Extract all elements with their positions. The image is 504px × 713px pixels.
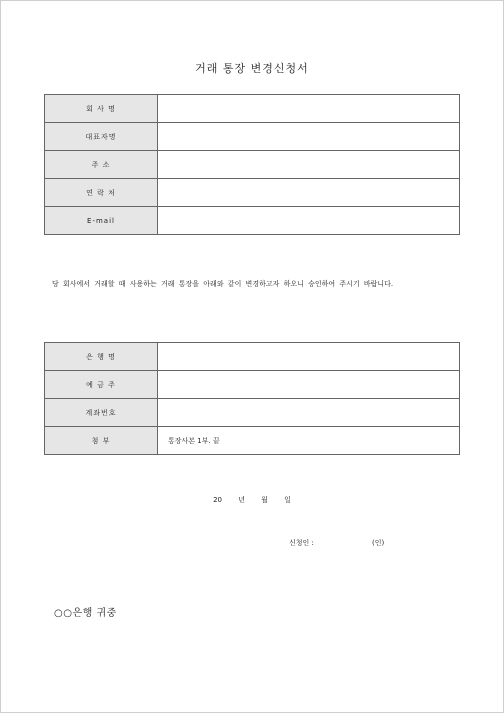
- table-row: [45, 371, 460, 399]
- attachment-field[interactable]: 통장사본 1부. 끝: [158, 427, 460, 455]
- representative-label: 대표자명: [45, 123, 158, 151]
- contact-field[interactable]: [158, 179, 460, 207]
- email-field[interactable]: [158, 207, 460, 235]
- seal-label: (인): [372, 539, 385, 547]
- account-holder-label: 예 금 주: [45, 371, 158, 399]
- account-number-field[interactable]: [158, 399, 460, 427]
- table-row: [45, 123, 460, 151]
- table-row: [45, 427, 460, 455]
- company-info-table: [44, 94, 460, 235]
- company-name-field[interactable]: [158, 95, 460, 123]
- address-label: 주 소: [45, 151, 158, 179]
- table-row: [45, 399, 460, 427]
- address-field[interactable]: [158, 151, 460, 179]
- table-row: [45, 179, 460, 207]
- applicant-label: 신청인 :: [289, 539, 314, 547]
- date-line: 20 년 월 일: [213, 496, 291, 504]
- email-label: E-mail: [45, 207, 158, 235]
- document-title: 거래 통장 변경신청서: [195, 62, 309, 75]
- account-number-label: 계좌번호: [45, 399, 158, 427]
- account-holder-field[interactable]: [158, 371, 460, 399]
- representative-field[interactable]: [158, 123, 460, 151]
- table-row: [45, 343, 460, 371]
- table-row: [45, 207, 460, 235]
- addressee: ○○은행 귀중: [54, 608, 117, 619]
- table-row: [45, 95, 460, 123]
- bank-name-field[interactable]: [158, 343, 460, 371]
- attachment-label: 첨 부: [45, 427, 158, 455]
- table-row: [45, 151, 460, 179]
- contact-label: 연 락 처: [45, 179, 158, 207]
- request-statement: 당 회사에서 거래할 때 사용하는 거래 통장을 아래와 같이 변경하고자 하오니 승인하여 주시기 바랍니다.: [52, 280, 394, 288]
- bank-info-table: [44, 342, 460, 455]
- bank-name-label: 은 행 명: [45, 343, 158, 371]
- company-name-label: 회 사 명: [45, 95, 158, 123]
